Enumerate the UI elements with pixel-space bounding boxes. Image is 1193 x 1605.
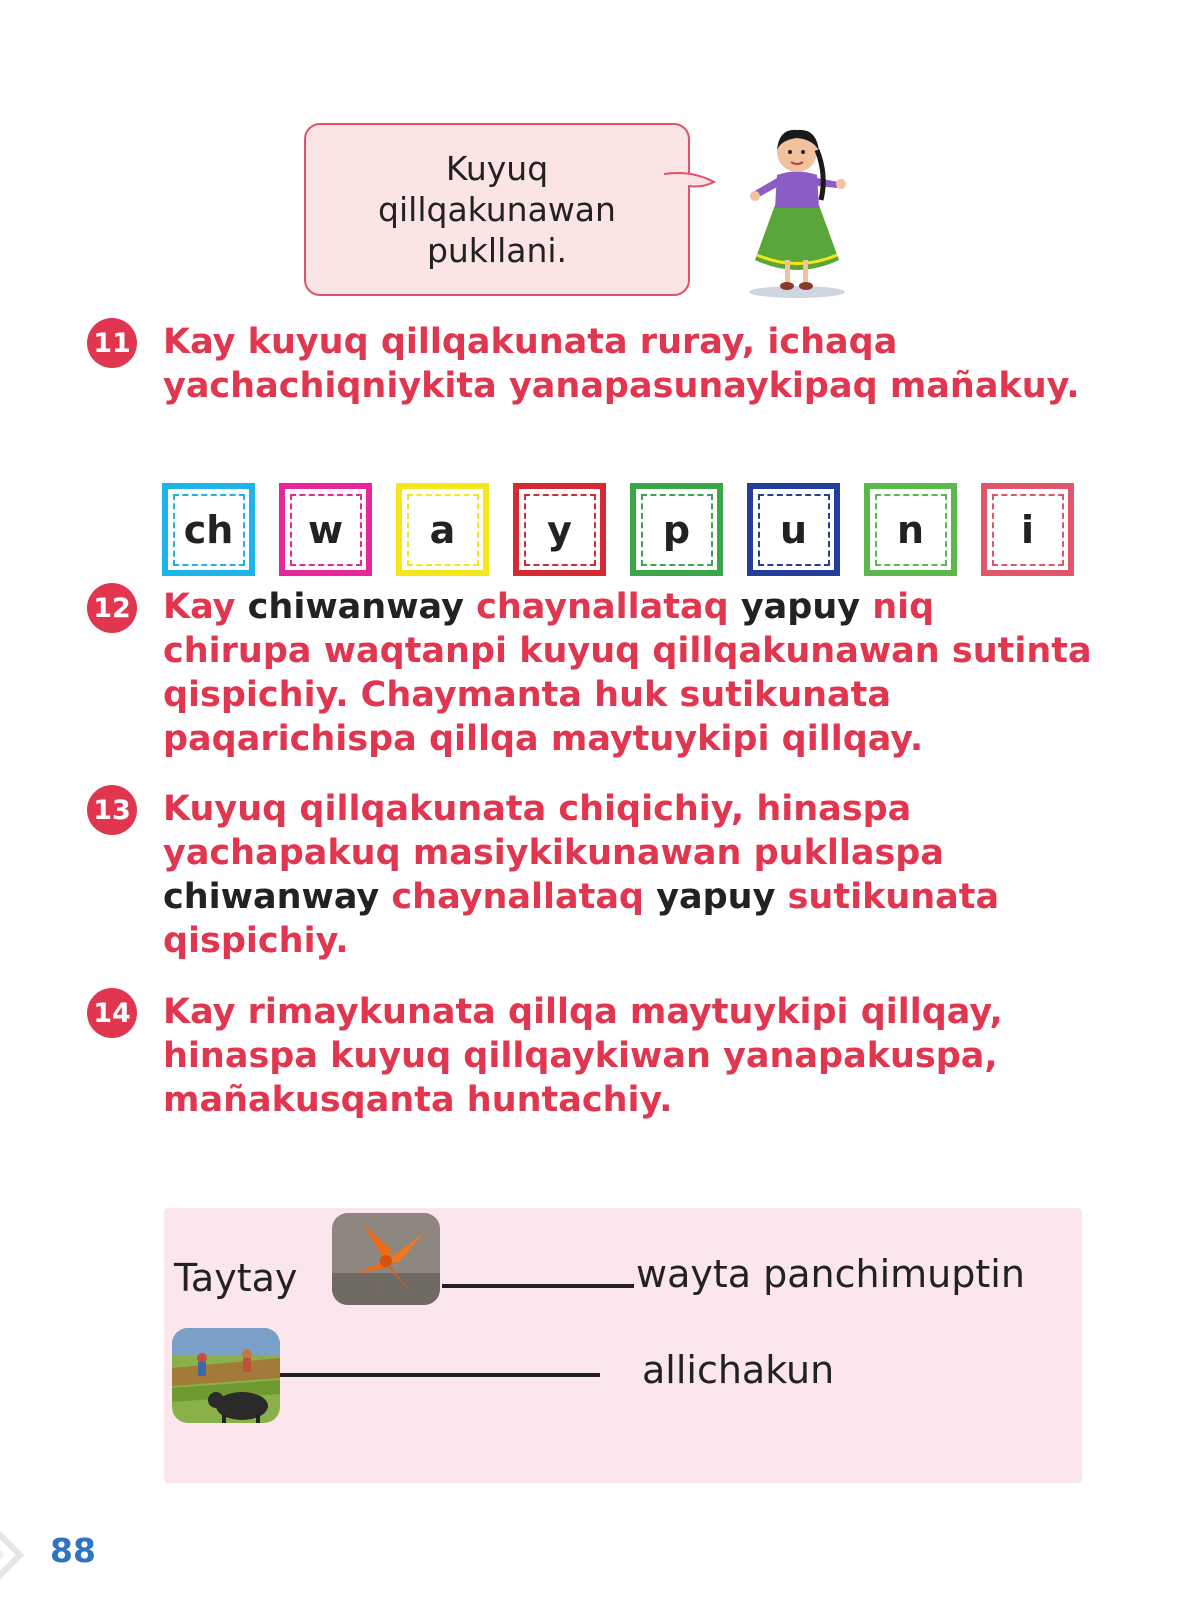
girl-illustration [735,120,860,300]
farming-icon [172,1328,280,1423]
letter-tile[interactable] [630,483,723,576]
letter-tile[interactable] [747,483,840,576]
letter-tile-label: y [524,494,596,566]
sentence-1-start: Taytay [174,1256,298,1300]
speech-bubble-tail [662,166,718,200]
instruction-12-part-1: Kay [163,587,248,627]
flower-image [332,1213,440,1305]
letter-tile-label: p [641,494,713,566]
instruction-number-13: 13 [87,785,137,835]
letter-tile-label: n [875,494,947,566]
instruction-11: Kay kuyuq qillqakunata ruray, ichaqa yachachiqniykita yanapasunaykipaq mañakuy. [163,322,1080,406]
farming-image [172,1328,280,1423]
letter-tile-label: ch [173,494,245,566]
answer-line-2[interactable] [280,1373,600,1377]
letter-tile-label: u [758,494,830,566]
answer-line-1[interactable] [442,1284,634,1288]
instruction-12-part-5: niq chirupa waqtanpi kuyuq qillqakunawan sutinta qispichiy. Chaymanta huk sutikunata paqarichispa qillqa maytuykipi qillqay. [163,587,1092,759]
letter-tile-label: i [992,494,1064,566]
instruction-12-part-3: chaynallataq [463,587,741,627]
instruction-13 [163,787,1093,963]
instruction-number-11: 11 [87,318,137,368]
letter-tile[interactable] [981,483,1074,576]
letter-tile[interactable] [864,483,957,576]
flower-icon [332,1213,440,1305]
keyword-chiwanway: chiwanway [163,877,380,917]
instruction-number-12: 12 [87,583,137,633]
keyword-yapuy: yapuy [740,587,861,627]
letter-tile[interactable] [162,483,255,576]
instruction-13-part-1: Kuyuq qillqakunata chiqichiy, hinaspa yachapakuq masiykikunawan pukllaspa [163,789,944,873]
instruction-13-part-3: chaynallataq [379,877,657,917]
letter-tile[interactable] [396,483,489,576]
speech-line-1: Kuyuq [445,149,549,188]
instruction-12 [163,585,1093,761]
speech-line-2: qillqakunawan [378,190,616,229]
sentence-2-end: allichakun [642,1348,835,1392]
letter-tiles [162,483,1080,576]
letter-tile[interactable] [513,483,606,576]
keyword-yapuy: yapuy [656,877,776,917]
page-number: 88 [50,1531,96,1570]
letter-tile-label: w [290,494,362,566]
speech-line-3: pukllani. [426,231,568,270]
keyword-chiwanway: chiwanway [247,587,464,627]
sentence-1-end: wayta panchimuptin [636,1252,1025,1296]
letter-tile-label: a [407,494,479,566]
speech-bubble-text [378,148,616,271]
instruction-14: Kay rimaykunata qillqa maytuykipi qillqay, hinaspa kuyuq qillqaykiwan yanapakuspa, mañakusqanta huntachiy. [163,992,1003,1120]
instruction-13-part-5: sutikunata qispichiy. [163,877,1000,961]
corner-pattern-icon [0,1505,50,1605]
speech-bubble [304,123,690,296]
letter-tile[interactable] [279,483,372,576]
fill-in-panel [164,1208,1082,1483]
instruction-number-14: 14 [87,988,137,1038]
